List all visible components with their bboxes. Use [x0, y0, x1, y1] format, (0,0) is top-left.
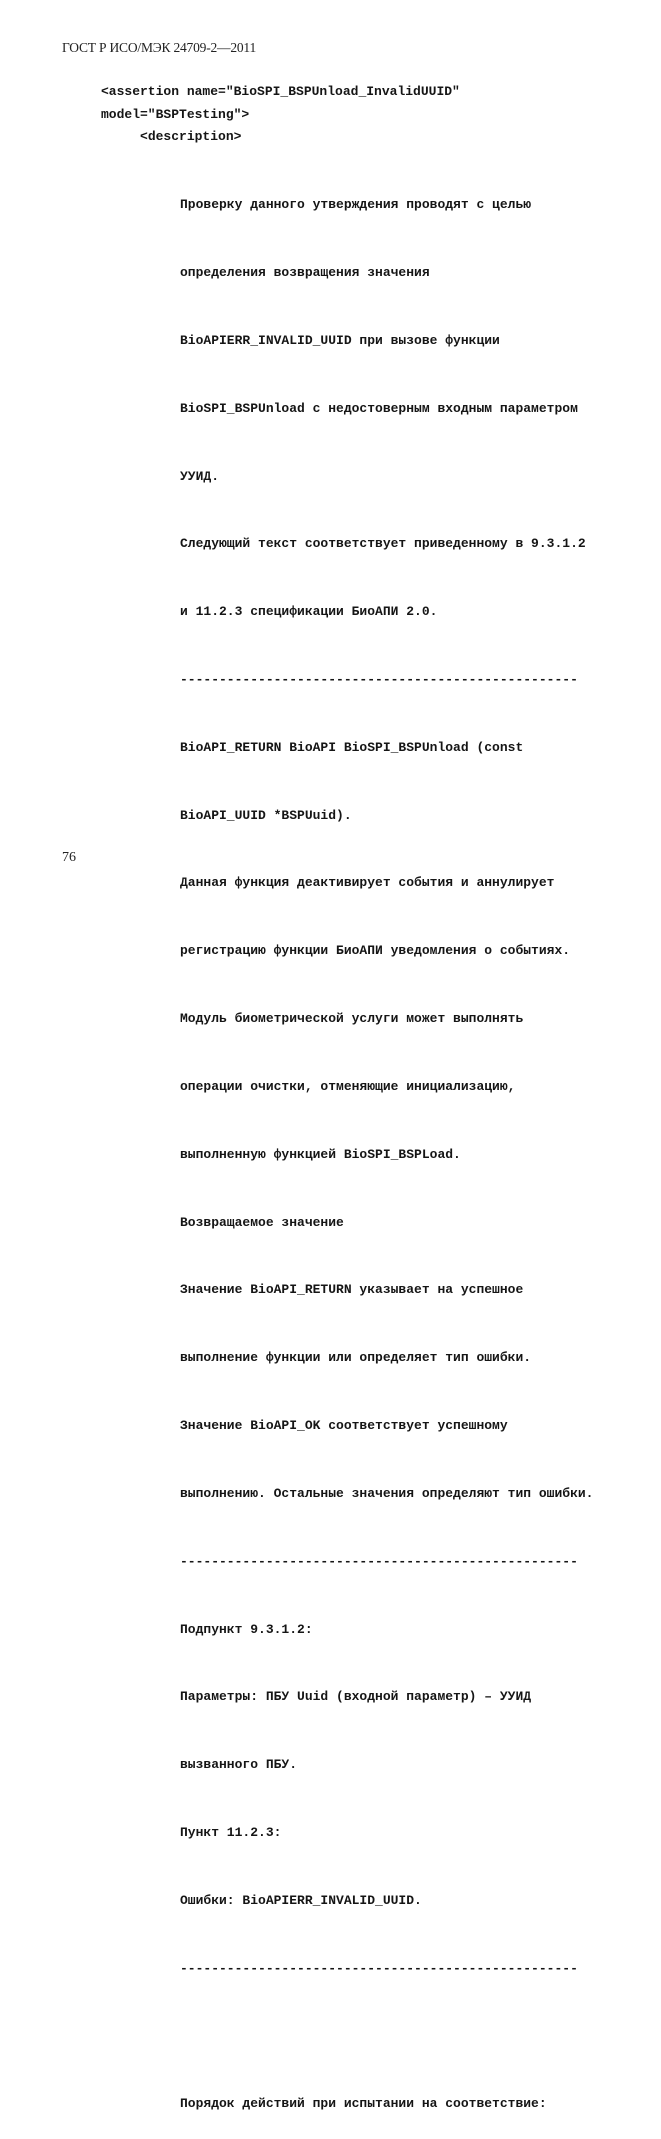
desc-line: выполнению. Остальные значения определяют тип ошибки. — [180, 1485, 594, 1501]
desc-line: Подпункт 9.3.1.2: — [180, 1621, 313, 1637]
separator-line: --------------------------------------------------- — [180, 671, 578, 687]
desc-line: Возвращаемое значение — [180, 1214, 344, 1230]
desc-line: Параметры: ПБУ Uuid (входной параметр) – УУИД — [180, 1689, 532, 1705]
desc-line: Следующий текст соответствует приведенному в 9.3.1.2 — [180, 536, 586, 552]
desc-line: Модуль биометрической услуги может выполнять — [180, 1011, 524, 1027]
desc-line: BioAPIERR_INVALID_UUID при вызове функции — [180, 332, 500, 348]
desc-line: Ошибки: BioAPIERR_INVALID_UUID. — [180, 1892, 422, 1908]
desc-line: выполненную функцией BioSPI_BSPLoad. — [180, 1146, 461, 1162]
desc-line: BioSPI_BSPUnload с недостоверным входным параметром — [180, 400, 578, 416]
desc-line: BioAPI_UUID *BSPUuid). — [180, 807, 352, 823]
desc-line: регистрацию функции БиоАПИ уведомления о событиях. — [180, 943, 571, 959]
desc-line: и 11.2.3 спецификации БиоАПИ 2.0. — [180, 604, 438, 620]
desc-line: УУИД. — [180, 468, 220, 484]
desc-line: выполнение функции или определяет тип ошибки. — [180, 1350, 532, 1366]
separator-line: --------------------------------------------------- — [180, 1960, 578, 1976]
desc-line: Значение BioAPI_OK соответствует успешному — [180, 1418, 508, 1434]
desc-line: Значение BioAPI_RETURN указывает на успешное — [180, 1282, 524, 1298]
blank-line — [180, 2026, 593, 2049]
description-open-tag: <description> — [140, 129, 242, 145]
assertion-line-1: <assertion name="BioSPI_BSPUnload_InvalidUUID" — [101, 84, 460, 99]
assertion-line-2: model="BSPTesting"> — [101, 106, 250, 122]
assertion-open-tag — [101, 81, 460, 149]
desc-line: вызванного ПБУ. — [180, 1757, 298, 1773]
desc-line: определения возвращения значения — [180, 265, 430, 281]
description-body — [180, 149, 593, 2139]
standard-header: ГОСТ Р ИСО/МЭК 24709-2—2011 — [62, 40, 257, 55]
desc-line: Пункт 11.2.3: — [180, 1825, 282, 1841]
separator-line: --------------------------------------------------- — [180, 1553, 578, 1569]
desc-line: Порядок действий при испытании на соответствие: — [180, 2096, 547, 2112]
desc-line: Данная функция деактивирует события и аннулирует — [180, 875, 555, 891]
desc-line: Проверку данного утверждения проводят с целью — [180, 197, 532, 213]
desc-line: операции очистки, отменяющие инициализацию, — [180, 1078, 516, 1094]
page-number: 76 — [62, 850, 76, 865]
desc-line: BioAPI_RETURN BioAPI BioSPI_BSPUnload (const — [180, 739, 524, 755]
